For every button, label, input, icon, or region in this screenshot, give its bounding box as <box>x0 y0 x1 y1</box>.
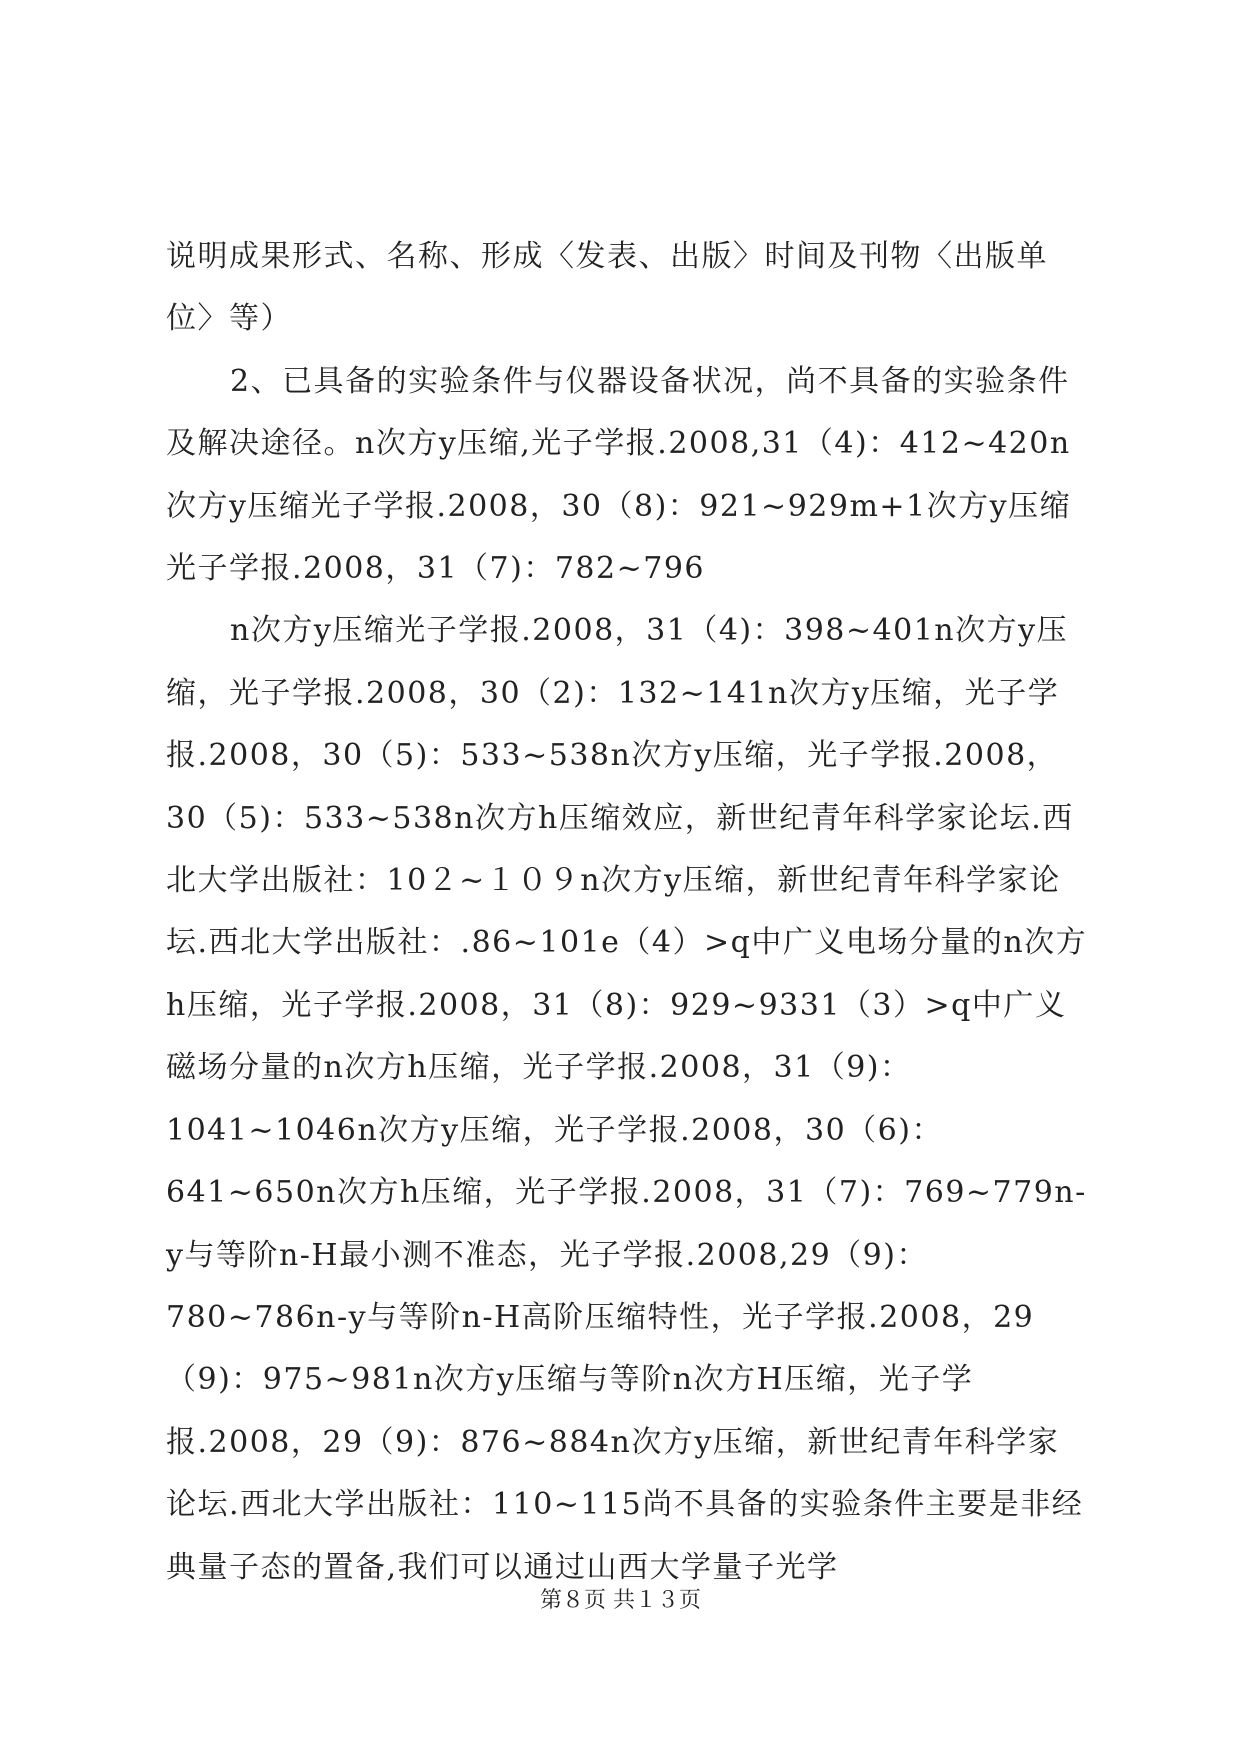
paragraph-result-format: 说明成果形式、名称、形成〈发表、出版〉时间及刊物〈出版单位〉等） <box>166 239 1048 337</box>
page-footer: 第８页 共１３页 <box>540 1588 701 1613</box>
paragraph-experiment-conditions: 2、已具备的实验条件与仪器设备状况，尚不具备的实验条件及解决途径。n次方y压缩,光子学报.2008,31（4)：412~420n次方y压缩光子学报.2008，30（8)：921~929m+1次方y压缩光子学报.2008，31（7)：782~796 <box>166 363 1072 587</box>
paragraph-publication-list: n次方y压缩光子学报.2008，31（4)：398~401n次方y压缩，光子学报.2008，30（2)：132~141n次方y压缩，光子学报.2008，30（5)：533~538n次方y压缩，光子学报.2008，30（5)：533~538n次方h压缩效应，新世纪青年科学家论坛.西北大学出版社：10２~１０９n次方y压缩，新世纪青年科学家论坛.西北大学出版社：.86~101e（4）>q中广义电场分量的n次方h压缩，光子学报.2008，31（8)：929~9331（3）>q中广义磁场分量的n次方h压缩，光子学报.2008，31（9)：1041~1046n次方y压缩，光子学报.2008，30（6)：641~650n次方h压缩，光子学报.2008，31（7)：769~779n-y与等阶n-H最小测不准态，光子学报.2008,29（9)：780~786n-y与等阶n-H高阶压缩特性，光子学报.2008，29（9)：975~981n次方y压缩与等阶n次方H压缩，光子学报.2008，29（9)：876~884n次方y压缩，新世纪青年科学家论坛.西北大学出版社：110~115尚不具备的实验条件主要是非经典量子态的置备,我们可以通过山西大学量子光学 <box>166 613 1088 1585</box>
document-body <box>166 226 1090 1599</box>
